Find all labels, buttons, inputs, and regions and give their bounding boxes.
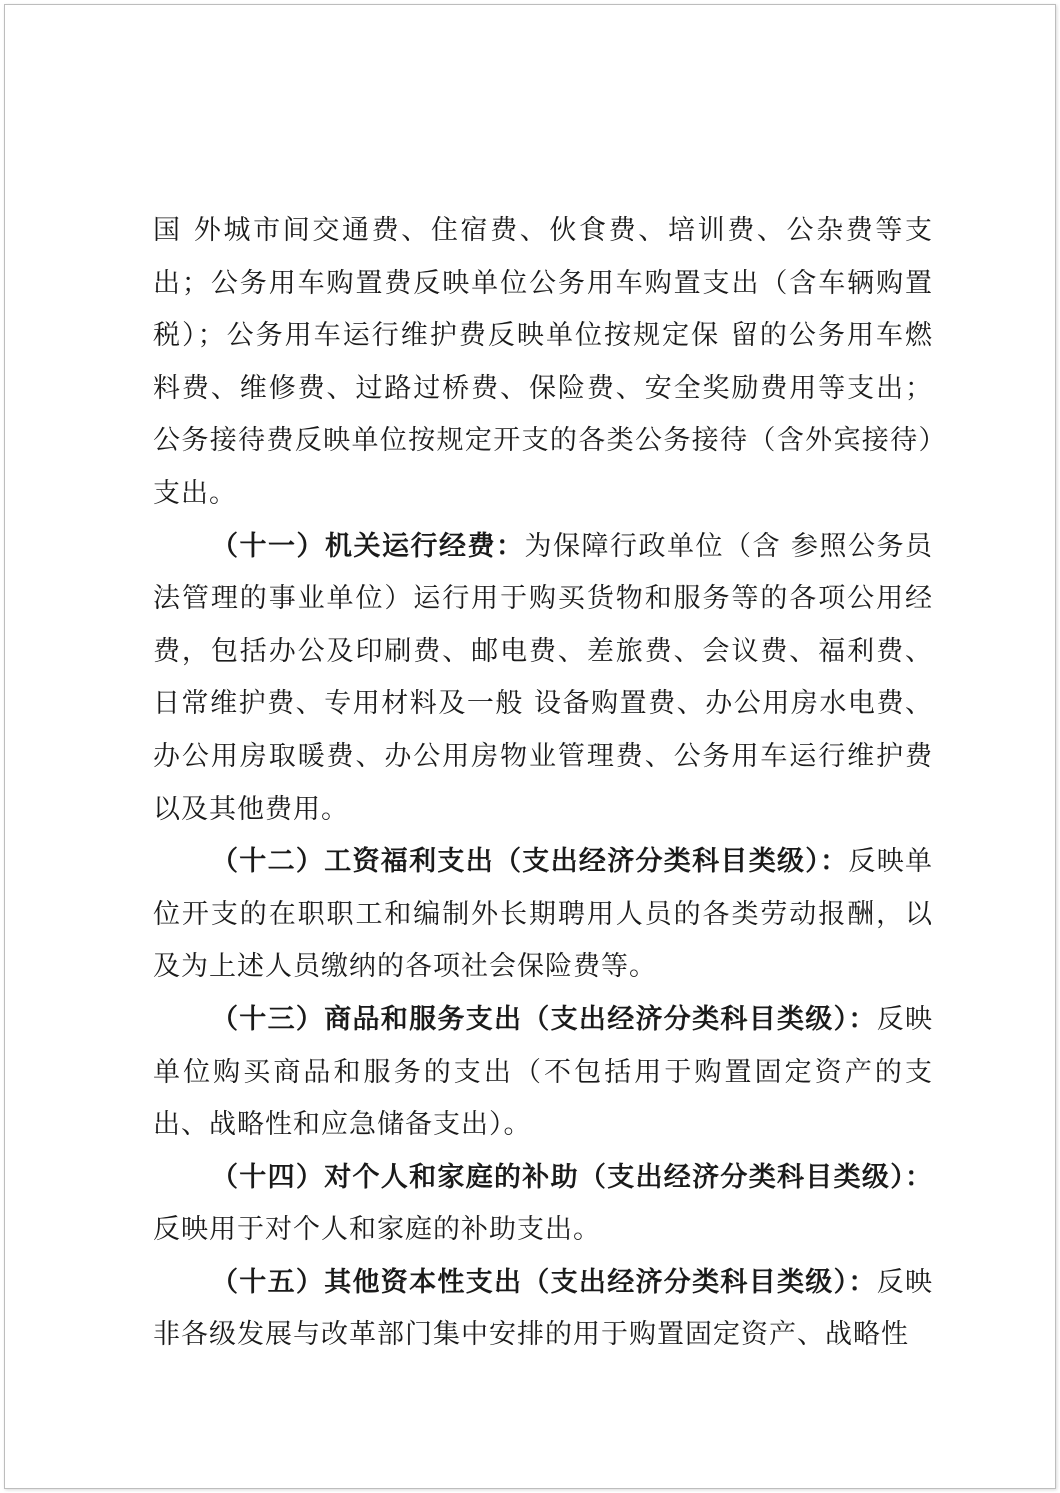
- paragraph-heading: （十三）商品和服务支出（支出经济分类科目类级）：: [211, 1003, 877, 1035]
- paragraph-12: [153, 836, 933, 994]
- paragraph-heading: （十四）对个人和家庭的补助（支出经济分类科目类级）：: [211, 1161, 933, 1193]
- paragraph-heading: （十五）其他资本性支出（支出经济分类科目类级）：: [211, 1266, 877, 1298]
- paragraph-text: 反映非各级发展与改革部门集中安排的用于购置固定资产、战略性: [153, 1266, 934, 1351]
- paragraph-15: [153, 1257, 933, 1362]
- document-body: [153, 205, 933, 1362]
- document-page: [4, 4, 1056, 1489]
- paragraph-text: 为保障行政单位（含 参照公务员法管理的事业单位）运行用于购买货物和服务等的各项公用经费，包括办公及印刷费、邮电费、差旅费、会议费、福利费、日常维护费、专用材料及一般 设备购置费、办公用房水电费、办公用房取暖费、办公用房物业管理费、公务用车运行维护费以及其他费用。: [153, 530, 933, 825]
- paragraph-heading: （十二）工资福利支出（支出经济分类科目类级）：: [211, 846, 849, 878]
- paragraph-heading: （十一）机关运行经费：: [211, 530, 525, 562]
- paragraph-text: 反映单位购买商品和服务的支出（不包括用于购置固定资产的支出、战略性和应急储备支出）。: [153, 1003, 934, 1141]
- paragraph-13: [153, 994, 933, 1152]
- paragraph-11: [153, 521, 933, 837]
- paragraph-continuation: [153, 205, 933, 521]
- paragraph-text: 国 外城市间交通费、住宿费、伙食费、培训费、公杂费等支出；公务用车购置费反映单位公务用车购置支出（含车辆购置税）；公务用车运行维护费反映单位按规定保 留的公务用车燃料费、维修费、过路过桥费、保险费、安全奖励费用等支出；公务接待费反映单位按规定开支的各类公务接待（含外宾接待）支出。: [153, 215, 933, 509]
- paragraph-text: 反映单位开支的在职职工和编制外长期聘用人员的各类劳动报酬，以及为上述人员缴纳的各项社会保险费等。: [153, 846, 934, 983]
- paragraph-14: [153, 1152, 933, 1257]
- paragraph-text: 反映用于对个人和家庭的补助支出。: [153, 1214, 601, 1246]
